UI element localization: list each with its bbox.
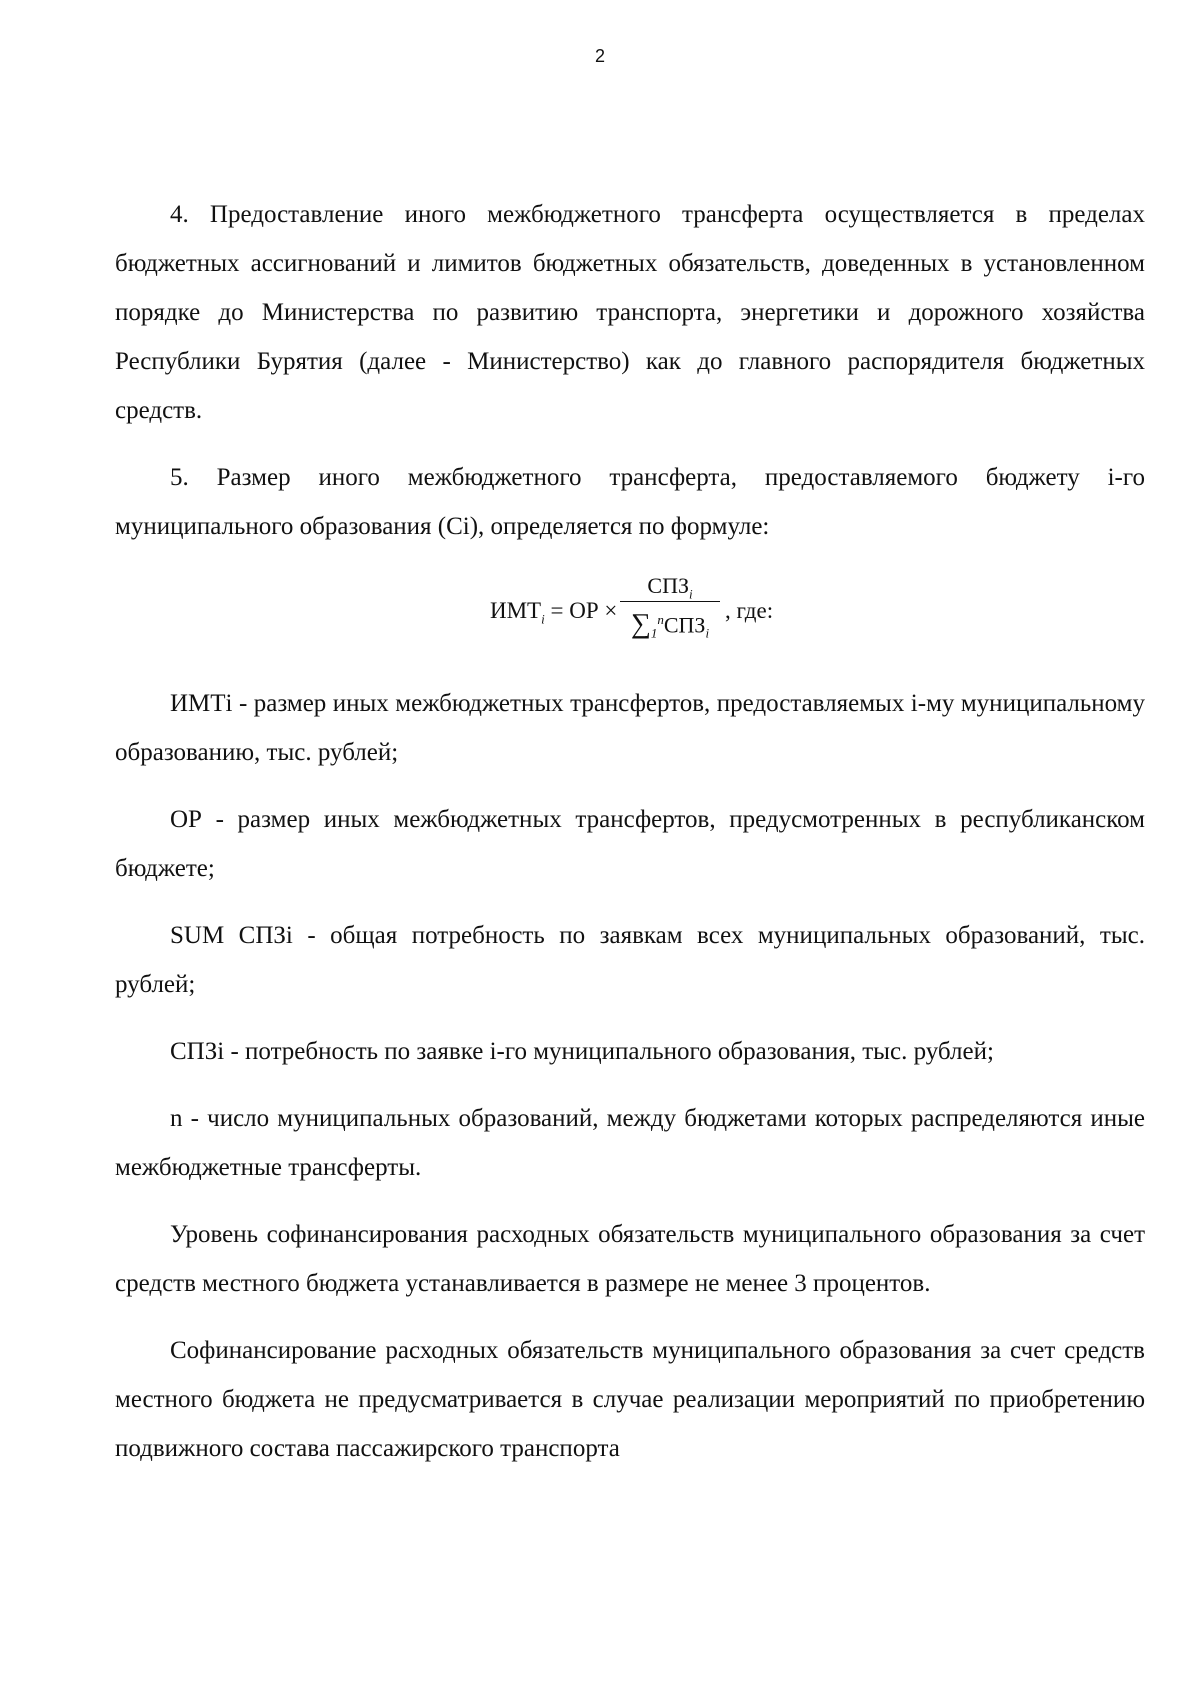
formula-lhs-name: ИМТ <box>490 598 542 623</box>
page-number: 2 <box>594 46 605 66</box>
paragraph-cofinancing-exception: Софинансирование расходных обязательств муниципального образования за счет средств местного бюджета не предусматривается в случае реализации мероприятий по приобретению подвижного состава пассажирского транспорта <box>115 1337 1145 1462</box>
formula-denominator-text: СПЗ <box>663 612 706 638</box>
formula-tail: , где: <box>725 598 774 623</box>
formula-lhs-sub: i <box>541 611 545 627</box>
definition-imti: ИМТi - размер иных межбюджетных трансфертов, предоставляемых i-му муниципальному образованию, тыс. рублей; <box>115 690 1145 766</box>
formula-lhs <box>490 597 617 634</box>
formula-numerator <box>620 571 720 601</box>
definition-sum: SUM СПЗi - общая потребность по заявкам всех муниципальных образований, тыс. рублей; <box>115 922 1145 998</box>
formula-equals-op: = ОР × <box>544 598 618 623</box>
formula-denominator-sub: i <box>705 625 710 641</box>
paragraph-5: 5. Размер иного межбюджетного трансферта, предоставляемого бюджету i-го муниципального образования (Ci), определяется по формуле: <box>115 464 1145 540</box>
definition-n: n - число муниципальных образований, между бюджетами которых распределяются иные межбюджетные трансферты. <box>115 1105 1145 1181</box>
fraction-bar <box>620 601 720 602</box>
formula-numerator-sub: i <box>688 586 693 602</box>
document-body <box>115 190 1145 1491</box>
paragraph-4: 4. Предоставление иного межбюджетного трансферта осуществляется в пределах бюджетных ассигнований и лимитов бюджетных обязательств, доведенных в установленном порядке до Министерства по развитию транспорта, энергетики и дорожного хозяйства Республики Бурятия (далее - Министерство) как до главного распорядителя бюджетных средств. <box>115 201 1145 424</box>
definition-spzi: СПЗi - потребность по заявке i-го муниципального образования, тыс. рублей; <box>170 1038 994 1065</box>
formula-numerator-text: СПЗ <box>647 573 689 598</box>
paragraph-cofinancing-level: Уровень софинансирования расходных обязательств муниципального образования за счет средств местного бюджета устанавливается в размере не менее 3 процентов. <box>115 1221 1145 1297</box>
sigma-sub: 1 <box>650 625 658 641</box>
definition-op: ОР - размер иных межбюджетных трансфертов, предусмотренных в республиканском бюджете; <box>115 806 1145 882</box>
formula <box>115 569 1145 679</box>
sigma-symbol: ∑ <box>630 608 651 640</box>
formula-fraction <box>620 571 720 641</box>
formula-denominator <box>620 604 720 641</box>
sigma-sup: n <box>657 612 664 627</box>
